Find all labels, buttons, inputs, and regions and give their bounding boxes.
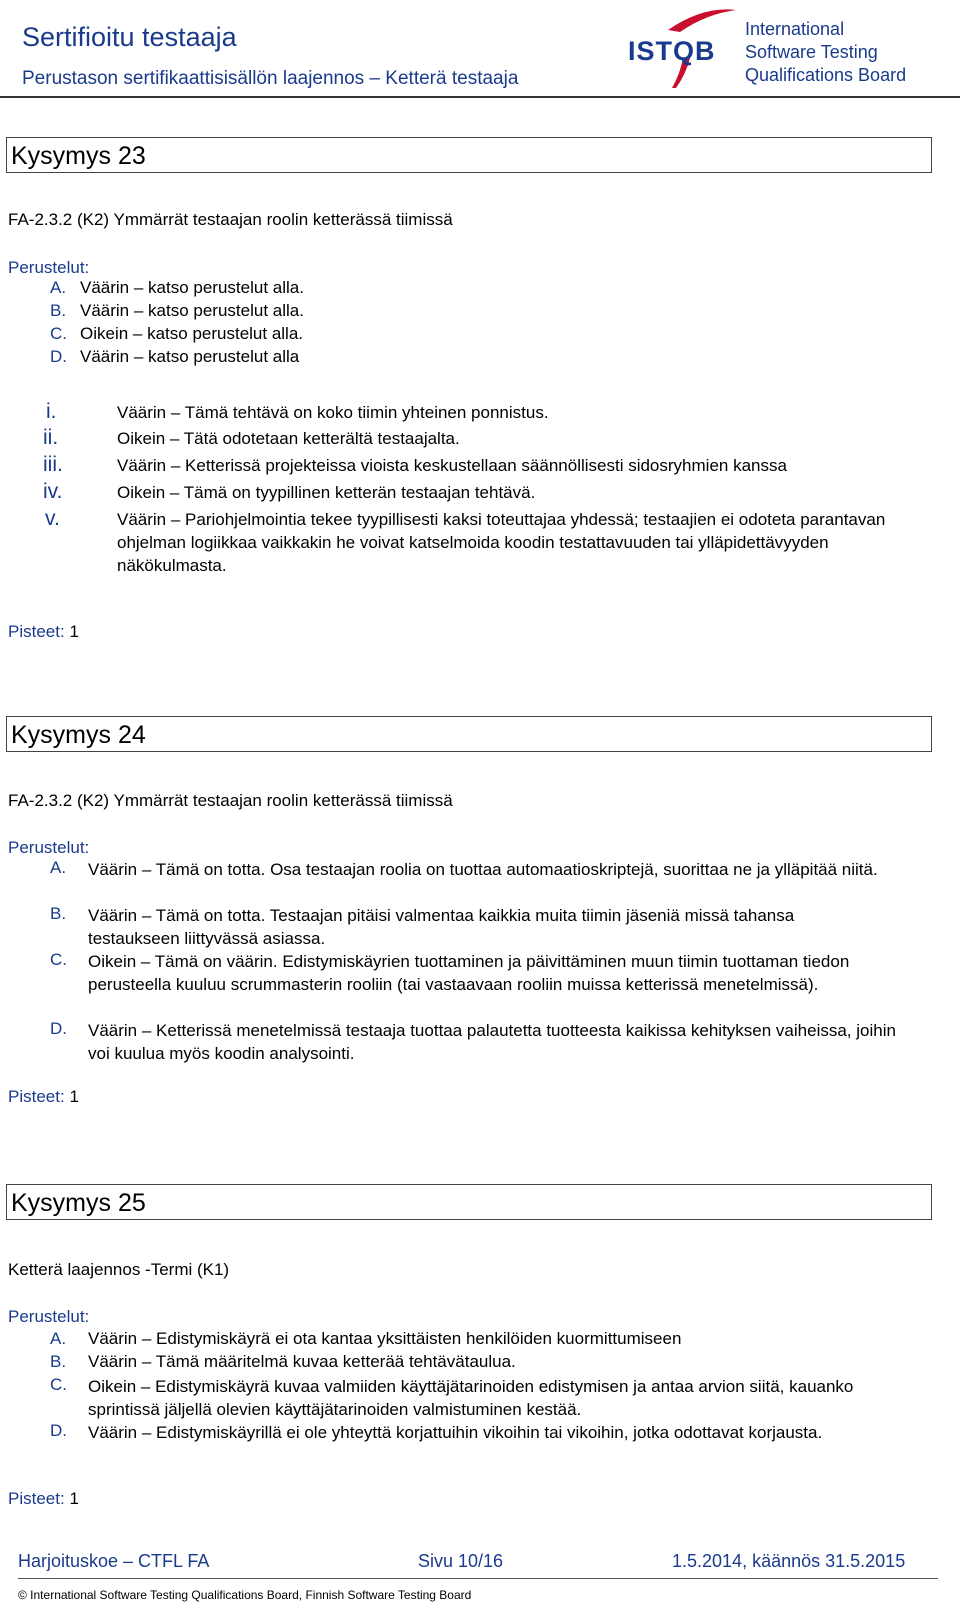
points-row <box>8 1087 79 1107</box>
footer-exam-name: Harjoituskoe – CTFL FA <box>18 1551 210 1571</box>
item-text: Väärin – Ketterissä projekteissa vioista keskustellaan säännöllisesti sidosryhmien kanssa <box>117 456 787 475</box>
answer-letter: D. <box>50 1019 67 1038</box>
item-numeral: i. <box>46 400 57 423</box>
answer-letter: D. <box>50 347 67 366</box>
logo-wordmark: ISTQB <box>628 36 716 66</box>
item-text: Oikein – Tätä odotetaan ketterältä testaajalta. <box>117 429 460 448</box>
answer-text: Väärin – katso perustelut alla. <box>80 278 304 297</box>
org-line-2: Software Testing <box>745 42 878 62</box>
answer-text: Väärin – Edistymiskäyrä ei ota kantaa yksittäisten henkilöiden kuormittumiseen <box>88 1329 682 1348</box>
points-label: Pisteet: <box>8 622 65 641</box>
item-numeral: ii. <box>43 426 59 449</box>
learning-objective: Ketterä laajennos -Termi (K1) <box>8 1260 230 1279</box>
answer-letter: C. <box>50 950 67 969</box>
points-row <box>8 622 79 642</box>
points-value: 1 <box>69 622 79 641</box>
answer-letter: B. <box>50 301 67 320</box>
istqb-logo <box>628 4 738 90</box>
question-title: Kysymys 24 <box>11 721 146 749</box>
answer-letter: D. <box>50 1421 67 1440</box>
answer-text: Oikein – katso perustelut alla. <box>80 324 304 343</box>
question-title: Kysymys 23 <box>11 142 146 170</box>
footer-date: 1.5.2014, käännös 31.5.2015 <box>672 1551 906 1571</box>
org-line-3: Qualifications Board <box>745 65 907 85</box>
answer-letter: C. <box>50 1375 67 1394</box>
answer-letter: C. <box>50 324 67 343</box>
answer-letter: A. <box>50 858 67 877</box>
answer-text: Oikein – Tämä on väärin. Edistymiskäyrien tuottaminen ja päivittäminen muun tiimin tuottaman tiedon perusteella kuuluu scrummasterin rooliin (tai vastaavaan rooliin muissa ketterissä menetelmissä). <box>88 952 850 994</box>
footer-divider <box>18 1578 938 1579</box>
document-title: Sertifioitu testaaja <box>22 22 237 52</box>
answer-text: Väärin – katso perustelut alla. <box>80 301 304 320</box>
question-24-heading <box>6 716 932 752</box>
answer-text: Väärin – Edistymiskäyrillä ei ole yhteyttä korjattuihin vikoihin tai vikoihin, jotka odottavat korjausta. <box>88 1423 823 1442</box>
item-text: Väärin – Tämä tehtävä on koko tiimin yhteinen ponnistus. <box>117 403 549 422</box>
answer-letter: A. <box>50 278 67 297</box>
question-title: Kysymys 25 <box>11 1189 146 1217</box>
points-value: 1 <box>69 1489 79 1508</box>
answer-text: Väärin – Tämä määritelmä kuvaa ketterää tehtävätaulua. <box>88 1352 516 1371</box>
item-numeral: iii. <box>43 453 63 476</box>
answer-text: Väärin – Tämä on totta. Testaajan pitäisi valmentaa kaikkia muita tiimin jäseniä missä tahansa testaukseen liittyvässä asiassa. <box>88 906 795 948</box>
item-text: Oikein – Tämä on tyypillinen ketterän testaajan tehtävä. <box>117 483 536 502</box>
answer-text: Väärin – katso perustelut alla <box>80 347 300 366</box>
points-row <box>8 1489 79 1509</box>
item-text: Väärin – Pariohjelmointia tekee tyypillisesti kaksi toteuttajaa yhdessä; testaajien ei odoteta parantavan ohjelman logiikkaa vaikkakin he voivat katselmoida koodin testattavuuden tai ylläpidettävyyden näkökulmasta. <box>117 510 886 575</box>
org-line-1: International <box>745 19 845 39</box>
points-label: Pisteet: <box>8 1489 65 1508</box>
item-numeral: iv. <box>43 480 63 503</box>
org-name <box>745 18 906 87</box>
learning-objective: FA-2.3.2 (K2) Ymmärrät testaajan roolin ketterässä tiimissä <box>8 210 453 229</box>
footer-copyright: © International Software Testing Qualifications Board, Finnish Software Testing Board <box>18 1588 472 1602</box>
answer-text: Oikein – Edistymiskäyrä kuvaa valmiiden käyttäjätarinoiden edistymisen ja antaa arvion siitä, kauanko sprintissä jäljellä olevien käyttäjätarinoiden valmistuminen kestää. <box>88 1377 854 1419</box>
footer-page-number: Sivu 10/16 <box>418 1551 504 1571</box>
answer-text: Väärin – Tämä on totta. Osa testaajan roolia on tuottaa automaatioskriptejä, suorittaa ne ja ylläpitää niitä. <box>88 860 878 879</box>
learning-objective: FA-2.3.2 (K2) Ymmärrät testaajan roolin ketterässä tiimissä <box>8 791 453 810</box>
answer-text: Väärin – Ketterissä menetelmissä testaaja tuottaa palautetta tuotteesta kaikissa kehityksen vaiheissa, joihin voi kuulua myös koodin analysointi. <box>88 1021 896 1063</box>
document-subtitle: Perustason sertifikaattisisällön laajennos – Ketterä testaaja <box>22 68 519 89</box>
points-value: 1 <box>69 1087 79 1106</box>
rationale-label: Perustelut: <box>8 258 90 277</box>
rationale-label: Perustelut: <box>8 1307 90 1326</box>
header-divider <box>0 96 960 98</box>
points-label: Pisteet: <box>8 1087 65 1106</box>
rationale-label: Perustelut: <box>8 838 90 857</box>
answer-letter: B. <box>50 904 67 923</box>
item-numeral: v. <box>45 507 60 530</box>
question-25-heading <box>6 1184 932 1220</box>
answer-letter: A. <box>50 1329 67 1348</box>
question-23-heading <box>6 137 932 173</box>
answer-letter: B. <box>50 1352 67 1371</box>
